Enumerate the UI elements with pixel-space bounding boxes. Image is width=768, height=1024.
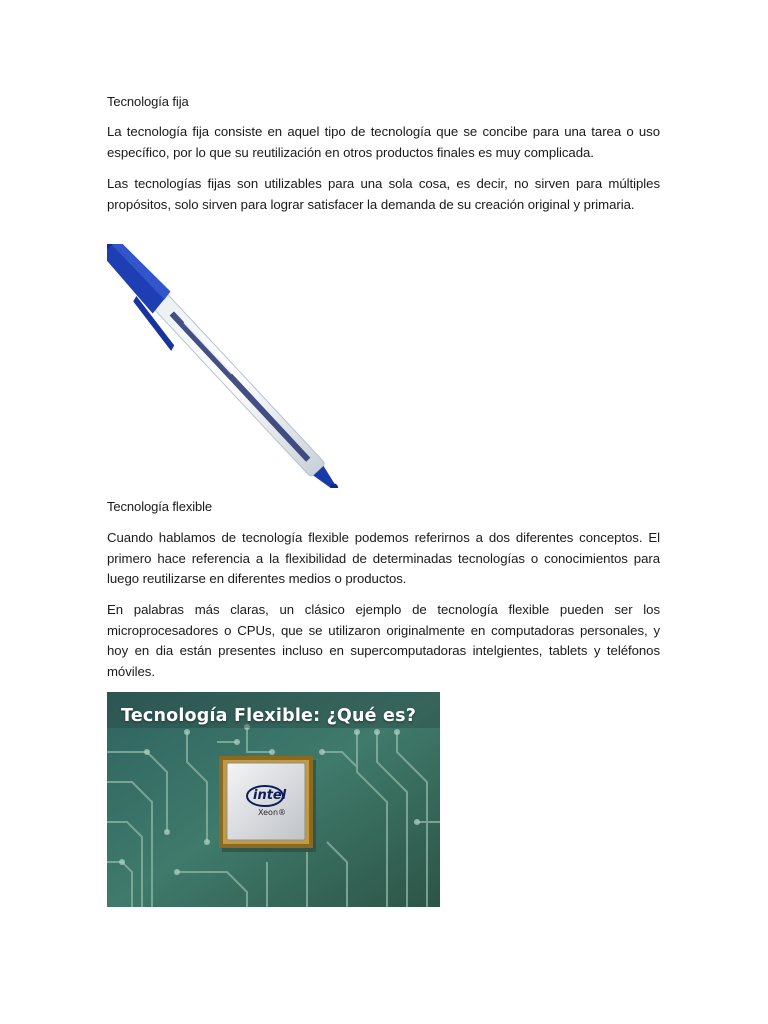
pen-illustration [107, 244, 339, 488]
processor-chip [219, 756, 316, 852]
section-heading-fixed-technology: Tecnología fija [107, 94, 189, 109]
ballpoint-pen-image [107, 244, 339, 488]
intel-logo: intel [253, 788, 287, 803]
paragraph-fixed-usage: Las tecnologías fijas son utilizables para una sola cosa, es decir, no sirven para múltiples propósitos, solo sirven para lograr satisfacer la demanda de su creación original y primaria. [107, 176, 660, 212]
section-heading-flexible-technology: Tecnología flexible [107, 499, 213, 514]
cpu-banner-title: Tecnología Flexible: ¿Qué es? [121, 706, 417, 726]
paragraph-fixed-definition: La tecnología fija consiste en aquel tipo de tecnología que se concibe para una tarea o uso específico, por lo que su reutilización en otros productos finales es muy complicada. [107, 124, 660, 160]
xeon-label: Xeon® [258, 808, 287, 817]
paragraph-flexible-definition: Cuando hablamos de tecnología flexible podemos referirnos a dos diferentes conceptos. El primero hace referencia a la flexibilidad de determinadas tecnologías o conocimientos para luego reutilizarse en diferentes medios o productos. [107, 530, 660, 587]
cpu-circuit-image [107, 692, 440, 907]
paragraph-flexible-example: En palabras más claras, un clásico ejemplo de tecnología flexible pueden ser los microprocesadores o CPUs, que se utilizaron originalmente en computadoras personales, y hoy en dia están presentes incluso en supercomputadoras intelgientes, tablets y teléfonos móviles. [107, 602, 660, 679]
